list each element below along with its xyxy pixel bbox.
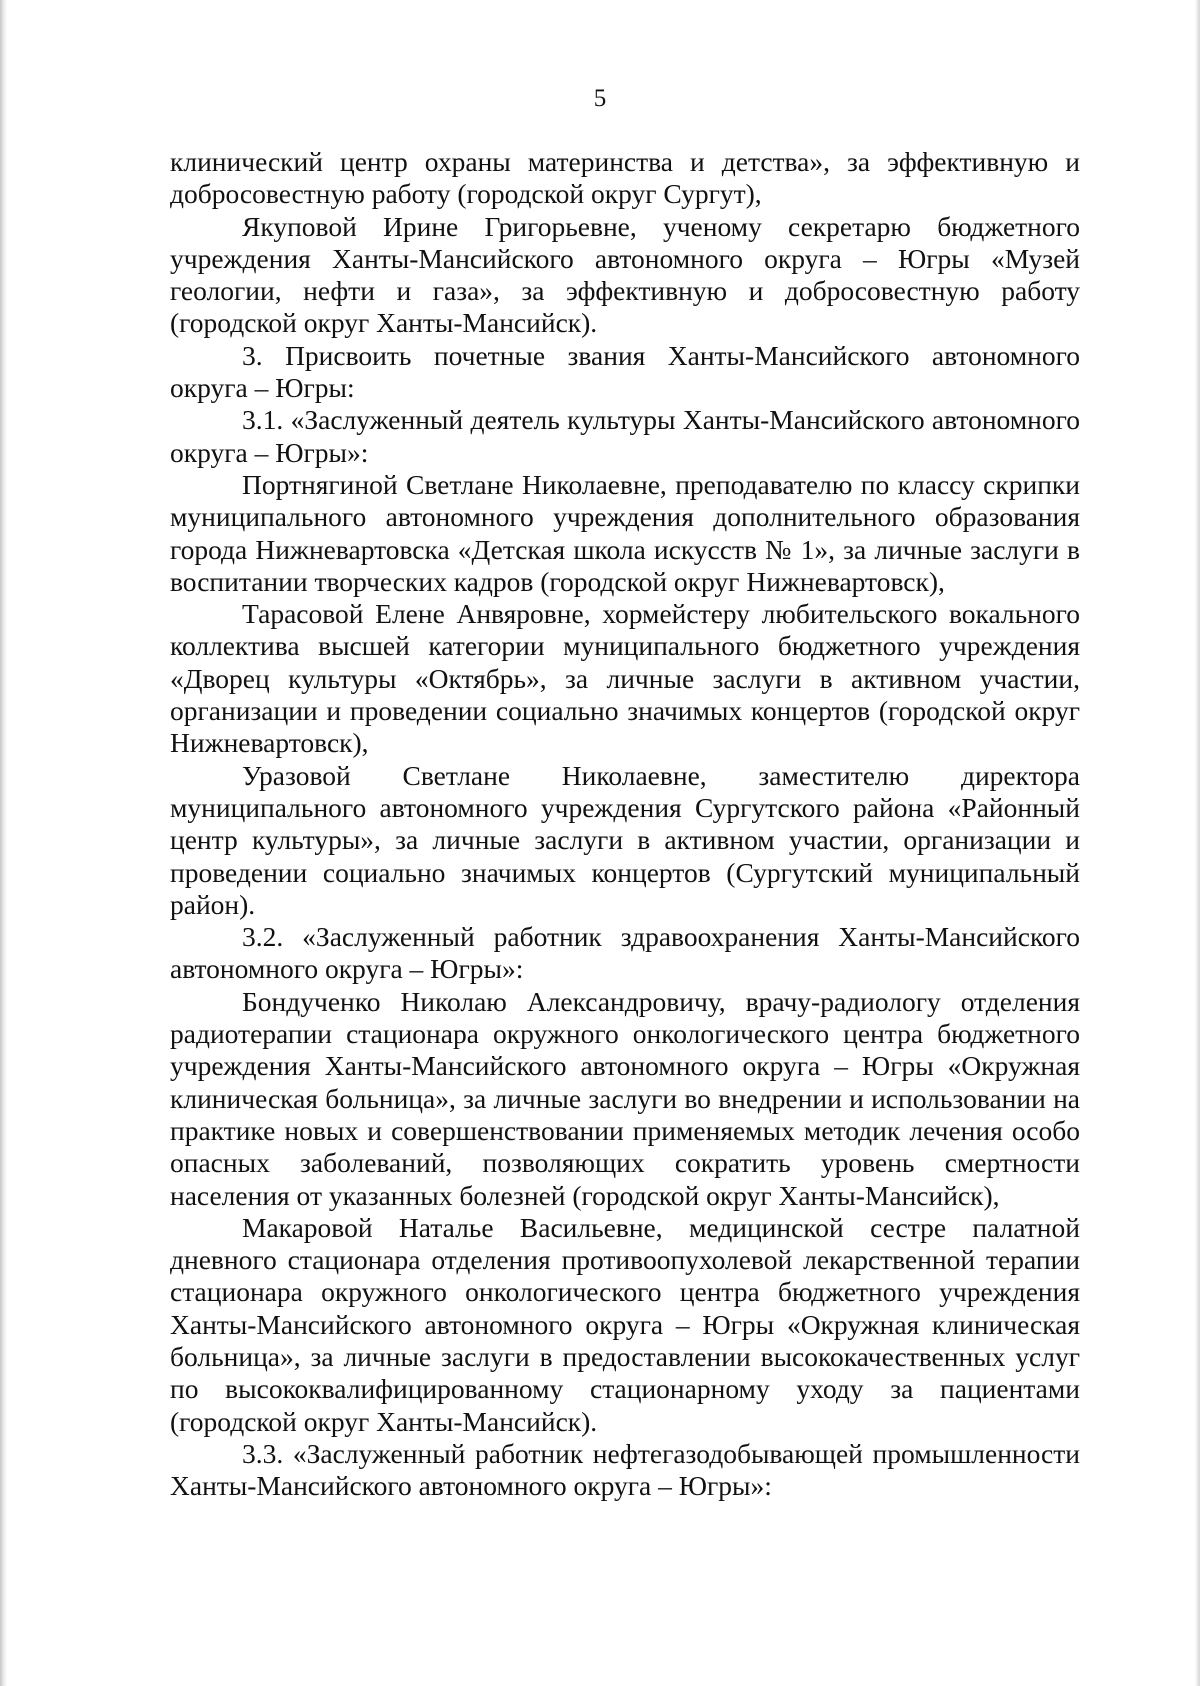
paragraph-bonduchenko: Бондученко Николаю Александровичу, врачу-радиологу отделения радиотерапии стационара окружного онкологического центра бюджетного учреждения Ханты-Мансийского автономного округа – Югры «Окружная клиническая больница», за личные заслуги во внедрении и использовании на практике новых и совершенствовании применяемых методик лечения особо опасных заболеваний, позволяющих сократить уровень смертности населения от указанных болезней (городской округ Ханты-Мансийск), (170, 985, 1080, 1211)
paragraph-yakupova: Якуповой Ирине Григорьевне, ученому секретарю бюджетного учреждения Ханты-Мансийского автономного округа – Югры «Музей геологии, нефти и газа», за эффективную и добросовестную работу (городской округ Ханты-Мансийск). (170, 210, 1080, 339)
paragraph-item-3-3: 3.3. «Заслуженный работник нефтегазодобывающей промышленности Ханты-Мансийского автономного округа – Югры»: (170, 1437, 1080, 1502)
paragraph-makarova: Макаровой Наталье Васильевне, медицинской сестре палатной дневного стационара отделения противоопухолевой лекарственной терапии стационара окружного онкологического центра бюджетного учреждения Ханты-Мансийского автономного округа – Югры «Окружная клиническая больница», за личные заслуги в предоставлении высококачественных услуг по высококвалифицированному стационарному уходу за пациентами (городской округ Ханты-Мансийск). (170, 1211, 1080, 1437)
scan-edge-left (0, 0, 7, 1686)
document-body (170, 146, 1080, 1502)
paragraph-item-3: 3. Присвоить почетные звания Ханты-Мансийского автономного округа – Югры: (170, 339, 1080, 404)
paragraph-urazova: Уразовой Светлане Николаевне, заместителю директора муниципального автономного учреждения Сургутского района «Районный центр культуры», за личные заслуги в активном участии, организации и проведении социально значимых концертов (Сургутский муниципальный район). (170, 759, 1080, 920)
paragraph-item-3-2: 3.2. «Заслуженный работник здравоохранения Ханты-Мансийского автономного округа – Югры»: (170, 921, 1080, 985)
paragraph-continuation: клинический центр охраны материнства и детства», за эффективную и добросовестную работу (городской округ Сургут), (170, 146, 1080, 210)
paragraph-tarasova: Тарасовой Елене Анвяровне, хормейстеру любительского вокального коллектива высшей категории муниципального бюджетного учреждения «Дворец культуры «Октябрь», за личные заслуги в активном участии, организации и проведении социально значимых концертов (городской округ Нижневартовск), (170, 598, 1080, 759)
paragraph-item-3-1: 3.1. «Заслуженный деятель культуры Ханты-Мансийского автономного округа – Югры»: (170, 404, 1080, 468)
scan-edge-right (1195, 0, 1200, 1686)
paragraph-portnyagina: Портнягиной Светлане Николаевне, преподавателю по классу скрипки муниципального автономного учреждения дополнительного образования города Нижневартовска «Детская школа искусств № 1», за личные заслуги в воспитании творческих кадров (городской округ Нижневартовск), (170, 468, 1080, 597)
page-number: 5 (593, 85, 607, 112)
